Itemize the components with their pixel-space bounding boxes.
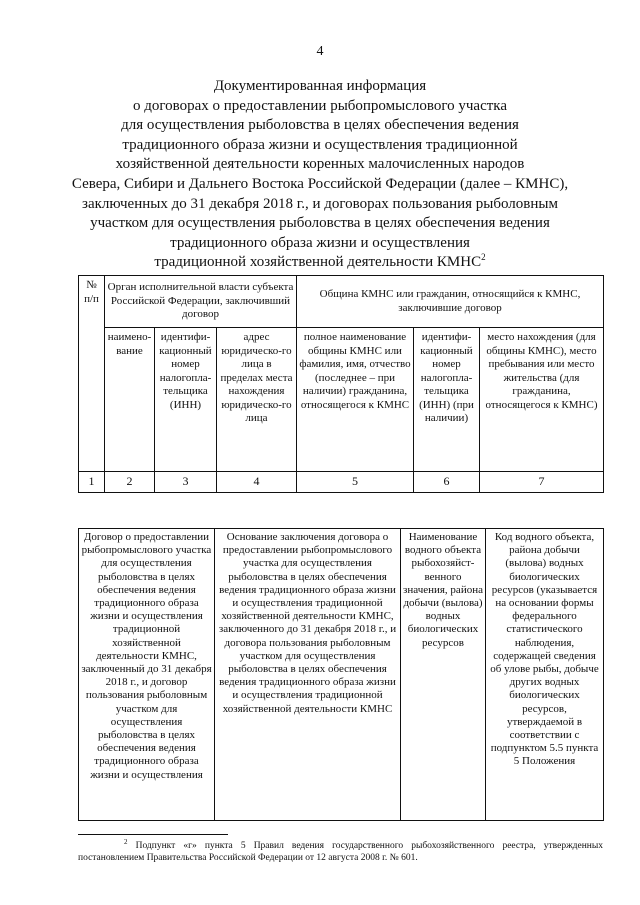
title-line: традиционной хозяйственной деятельности КМНС$^2$ [154,252,486,271]
title-line: участком для осуществления рыболовства в целях обеспечения ведения [90,215,550,232]
column-header: Наименование водного объекта рыбохозяйст-венного значения, района добычи (вылова) водных биологических ресурсов [401,529,486,821]
title-line: Севера, Сибири и Дальнего Востока Российской Федерации (далее – КМНС), [71,175,569,192]
title-line: заключенных до 31 декабря 2018 г., и договорах пользования рыболовным [82,195,558,212]
column-header: адрес юридическо-го лица в пределах места нахождения юридическо-го лица [217,328,297,472]
title-line: для осуществления рыболовства в целях обеспечения ведения [121,117,519,134]
header-num: № п/п [79,276,105,472]
column-header: полное наименование общины КМНС или фамилия, имя, отчество (последнее – при наличии) гражданина, относящегося к КМНС [297,328,414,472]
page-number: 4 [316,44,324,59]
column-number: 1 [79,472,105,493]
column-number: 6 [414,472,480,493]
column-number: 5 [297,472,414,493]
column-header: Основание заключения договора о предоставлении рыбопромыслового участка для осуществления рыболовства в целях обеспечения ведения традиционного образа жизни и осуществления традиционной хозяйственной деятельности КМНС, заключенного до 31 декабря 2018 г., и договора пользования рыболовным участком для осуществления рыболовства в целях обеспечения ведения традиционного образа жизни и осуществления традиционной хозяйственной деятельности КМНС [215,529,401,821]
title-line: Документированная информация [213,78,427,94]
column-header: наимено-вание [105,328,155,472]
footnote-text: Подпункт «г» пункта 5 Правил ведения государственного рыбохозяйственного реестра, утвержденных постановлением Правительства Российской Федерации от 12 августа 2008 г. № 601. [78,841,603,863]
column-header: место нахождения (для общины КМНС), место пребывания или место жительства (для гражданина, относящегося к КМНС) [480,328,604,472]
header-authority: Орган исполнительной власти субъекта Российской Федерации, заключивший договор [105,276,297,328]
column-header: идентифи-кационный номер налогопла-тельщика (ИНН) [155,328,217,472]
column-number: 7 [480,472,604,493]
title-line: традиционного образа жизни и осуществления традиционной [122,136,518,153]
column-header: идентифи-кационный номер налогопла-тельщика (ИНН) (при наличии) [414,328,480,472]
contracts-table-part2 [78,528,604,821]
footnote-separator [78,834,228,835]
title-line: о договорах о предоставлении рыбопромыслового участка [132,97,507,114]
column-number: 2 [105,472,155,493]
title-line: традиционного образа жизни и осуществления [170,234,470,251]
column-number: 4 [217,472,297,493]
document-title [60,77,580,273]
footnote-mark: 2 [481,252,486,263]
contracts-table-part1 [78,275,604,493]
column-header: Код водного объекта, района добычи (вылова) водных биологических ресурсов (указывается на основании формы федерального статистического наблюдения, содержащей сведения об улове рыбы, добыче других водных биологических ресурсов, утверждаемой в соответствии с подпунктом 5.5 пункта 5 Положения [486,529,604,821]
title-line: хозяйственной деятельности коренных малочисленных народов [115,156,525,173]
column-header: Договор о предоставлении рыбопромыслового участка для осуществления рыболовства в целях обеспечения ведения традиционного образа жизни и осуществления традиционной хозяйственной деятельности КМНС, заключенный до 31 декабря 2018 г., и договор пользования рыболовным участком для осуществления рыболовства в целях обеспечения ведения традиционного образа жизни и осуществления [79,529,215,821]
header-community: Община КМНС или гражданин, относящийся к КМНС, заключившие договор [297,276,604,328]
column-number: 3 [155,472,217,493]
footnote [78,837,603,864]
footnote-mark: 2 [124,837,128,846]
